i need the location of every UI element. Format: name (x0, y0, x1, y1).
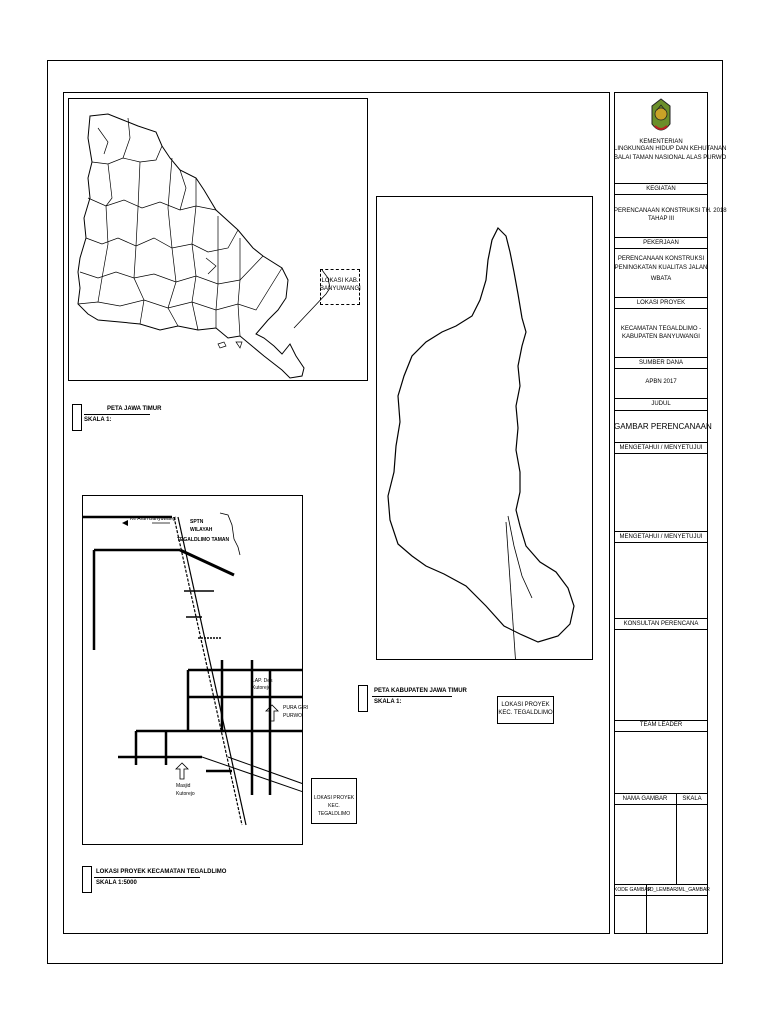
caption-marker (72, 404, 82, 431)
lokasi-label: LOKASI PROYEK (636, 300, 686, 306)
masjid-line-1: Masjid (176, 783, 191, 789)
nama-gambar-label: NAMA GAMBAR (622, 796, 668, 802)
callout-kec-line-2: KEC. TEGALDLIMO (498, 710, 553, 716)
tb-divider (614, 731, 708, 732)
ministry-logo-icon (648, 96, 674, 138)
callout-kab-line-2: BANYUWANGI (320, 286, 361, 292)
kode-gambar-label: KODE GAMBAR (614, 887, 652, 893)
tb-divider (614, 398, 708, 399)
tb-divider (614, 884, 708, 885)
tb-divider (614, 793, 708, 794)
tb-divider (614, 453, 708, 454)
tb-divider (614, 531, 708, 532)
callout-lokasi-line-3: TEGALDLIMO (317, 811, 351, 817)
caption-underline (94, 877, 200, 878)
kegiatan-value-2: TAHAP III (647, 216, 675, 222)
tb-divider (614, 410, 708, 411)
tb-divider (614, 248, 708, 249)
callout-lokasi-line-2: KEC. (328, 803, 340, 809)
caption-lokasi-kecamatan: LOKASI PROYEK KECAMATAN TEGALDLIMO (96, 869, 227, 875)
konsultan-label: KONSULTAN PERENCANA (623, 621, 699, 627)
skala-label: SKALA (682, 796, 702, 802)
scale-lokasi-kecamatan: SKALA 1:5000 (96, 880, 137, 886)
caption-marker (358, 685, 368, 712)
tb-divider (614, 442, 708, 443)
tb-divider (614, 297, 708, 298)
tb-divider (614, 629, 708, 630)
tb-divider (614, 308, 708, 309)
pekerjaan-value-3: WBATA (650, 276, 672, 282)
tb-divider-v (646, 884, 647, 934)
caption-peta-kabupaten: PETA KABUPATEN JAWA TIMUR (374, 688, 467, 694)
tb-divider (614, 542, 708, 543)
mengetahui-1: MENGETAHUI / MENYETUJUI (619, 445, 703, 451)
tb-divider (614, 183, 708, 184)
sumber-value: APBN 2017 (645, 379, 677, 385)
caption-underline (84, 414, 150, 415)
caption-peta-jawa-timur: PETA JAWA TIMUR (107, 406, 162, 412)
scale-peta-kabupaten: SKALA 1: (374, 699, 402, 705)
caption-underline (372, 696, 452, 697)
tb-divider (614, 368, 708, 369)
institution-line-3: BALAI TAMAN NASIONAL ALAS PURWO (614, 155, 727, 161)
tb-divider (614, 237, 708, 238)
team-leader-label: TEAM LEADER (639, 722, 683, 728)
mengetahui-2: MENGETAHUI / MENYETUJUI (619, 534, 703, 540)
tb-divider (614, 804, 708, 805)
tb-divider (614, 720, 708, 721)
pekerjaan-label: PEKERJAAN (643, 240, 679, 246)
sumber-label: SUMBER DANA (638, 360, 683, 366)
lokasi-value-2: KABUPATEN BANYUWANGI (622, 334, 700, 340)
sptn-line-2: WILAYAH (190, 527, 213, 533)
pekerjaan-value-1: PERENCANAAN KONSTRUKSI (617, 256, 705, 262)
arah-banyuwangi-label: Ke Arah Banyuwangi (130, 516, 177, 522)
scale-peta-jawa-timur: SKALA 1: (84, 417, 112, 423)
jml-gambar-label: JML_GAMBAR (676, 887, 710, 893)
institution-line-2: LINGKUNGAN HIDUP DAN KEHUTANAN (614, 146, 727, 152)
callout-kec-line-1: LOKASI PROYEK (501, 702, 550, 708)
judul-value: GAMBAR PERENCANAAN (614, 422, 712, 431)
tb-divider (614, 618, 708, 619)
masjid-line-2: Kutorejo (176, 791, 195, 797)
lap-des-line-2: Kutorejo (252, 685, 271, 691)
tb-divider-v (676, 793, 677, 884)
lap-des-line-1: LAP. Des (252, 678, 273, 684)
tb-divider (614, 895, 708, 896)
callout-kab-line-1: LOKASI KAB. (321, 278, 359, 284)
tb-divider (614, 357, 708, 358)
map-jawa-timur (68, 98, 368, 381)
sptn-line-1: SPTN (190, 519, 204, 525)
lokasi-value-1: KECAMATAN TEGALDLIMO - (620, 326, 702, 332)
no-lembar-label: NO_LEMBAR (646, 887, 677, 893)
pura-line-2: PURWO (283, 713, 303, 719)
judul-label: JUDUL (651, 401, 671, 407)
caption-marker (82, 866, 92, 893)
pekerjaan-value-2: PENINGKATAN KUALITAS JALAN (614, 265, 708, 271)
kegiatan-value-1: PERENCANAAN KONSTRUKSI TH. 2018 (614, 208, 727, 214)
tb-divider (614, 194, 708, 195)
kegiatan-label: KEGIATAN (646, 186, 676, 192)
sptn-line-3: TEGALDLIMO TAMAN (177, 537, 230, 543)
pura-line-1: PURA GIRI (283, 705, 309, 711)
map-kabupaten (376, 196, 593, 660)
institution-line-1: KEMENTERIAN (639, 139, 683, 145)
callout-lokasi-line-1: LOKASI PROYEK (313, 795, 355, 801)
